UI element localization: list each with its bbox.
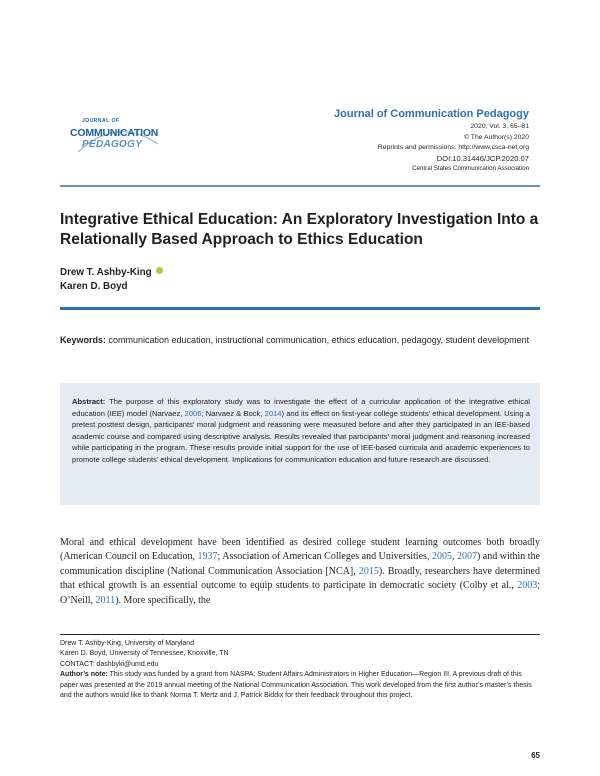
body-segment: ,: [451, 551, 457, 563]
contact-email[interactable]: CONTACT: dashbyki@umd.edu: [60, 660, 159, 668]
affiliation-1: Drew T. Ashby-King, University of Maryland: [60, 640, 195, 647]
logo-line-1: JOURNAL OF: [82, 118, 120, 124]
citation-link[interactable]: 2003: [517, 580, 538, 592]
journal-doi[interactable]: DOI:10.31446/JCP.2020.07: [436, 153, 529, 163]
citation-link[interactable]: 2014: [264, 408, 282, 418]
body-paragraph: [60, 536, 540, 608]
authors-note-label: Author’s note:: [60, 671, 108, 679]
article-title: Integrative Ethical Education: An Exploratory Investigation Into a Relationally Based Approach to Ethics Education: [60, 211, 539, 248]
body-segment: ). Broadly, researchers have determined that ethical growth is an essential outcome to equip students to participate in democratic society (Colby et al.,: [60, 565, 540, 592]
author-1: Drew T. Ashby-King: [60, 267, 152, 278]
citation-link[interactable]: 2015: [358, 565, 379, 577]
body-segment: ). More specifically, the: [115, 594, 211, 606]
journal-logo: [66, 118, 166, 166]
citation-link[interactable]: 2011: [95, 594, 116, 606]
section-divider: [60, 307, 540, 310]
authors-note-text: This study was funded by a grant from NASPA: Student Affairs Administrators in Higher Education—Region III. A previous draft of this paper was presented at the 2019 annual meeting of the National Communication Association. This work developed from the first author’s master’s thesis and the authors would like to thank Norma T. Mertz and J. Patrick Biddix for their feedback throughout this project.: [60, 671, 532, 700]
journal-info: [209, 107, 529, 175]
keywords-label: Keywords:: [60, 335, 107, 345]
body-segment: ; O’Neill,: [60, 580, 540, 606]
citation-link[interactable]: 2007: [456, 551, 477, 563]
abstract-segment: ; Narvaez & Bock,: [201, 408, 265, 418]
abstract-segment: ) and its effect on first-year college students’ ethical development. Using a pretest posttest design, participants’ moral judgment and reasoning were measured before and after they participated in an IEE-based academic course and compared using descriptive analysis. Results revealed that participants’ moral judgment and reasoning increased while participating in the program. These results provide initial support for the use of IEE-based curricula and academic experiences to promote college students’ ethical development. Implications for communication education and future research are discussed.: [72, 408, 530, 464]
body-segment: ) and within the communication discipline (National Communication Association [NCA],: [60, 551, 541, 577]
orcid-icon[interactable]: [156, 267, 163, 274]
abstract-box: [60, 383, 540, 505]
journal-copyright: © The Author(s) 2020: [464, 133, 529, 141]
page-number: 65: [531, 751, 540, 760]
journal-publisher: Central States Communication Association: [412, 165, 529, 173]
logo-line-2: COMMUNICATION: [70, 127, 159, 139]
journal-citation: 2020, Vol. 3, 65–81: [470, 123, 529, 130]
authors-note: [60, 670, 540, 701]
abstract-segment: The purpose of this exploratory study was to investigate the effect of a curricular application of the integrative ethical education (IEE) model (Narvaez,: [72, 397, 530, 418]
citation-link[interactable]: 1937: [197, 551, 218, 563]
footnotes: [60, 639, 540, 701]
citation-link[interactable]: 2005: [431, 551, 452, 563]
body-segment: Moral and ethical development have been identified as desired college student learning outcomes both broadly (American Council on Education,: [60, 537, 540, 563]
footnote-divider: [60, 634, 540, 635]
citation-link[interactable]: 2006: [184, 408, 202, 418]
header-divider: [60, 185, 540, 187]
author-2: Karen D. Boyd: [60, 281, 128, 292]
keywords: [60, 334, 540, 347]
body-segment: ; Association of American Colleges and Universities,: [217, 551, 432, 563]
journal-permissions[interactable]: Reprints and permissions: http://www.csca-net.org: [377, 144, 529, 152]
author-list: [60, 266, 163, 294]
keywords-text: communication education, instructional communication, ethics education, pedagogy, student development: [106, 335, 530, 345]
affiliation-2: Karen D. Boyd, University of Tennessee, Knoxville, TN: [60, 650, 229, 658]
journal-title[interactable]: Journal of Communication Pedagogy: [334, 108, 529, 120]
logo-line-3: PEDAGOGY: [82, 139, 143, 150]
abstract-text: [72, 396, 530, 466]
abstract-label: Abstract:: [72, 397, 106, 406]
